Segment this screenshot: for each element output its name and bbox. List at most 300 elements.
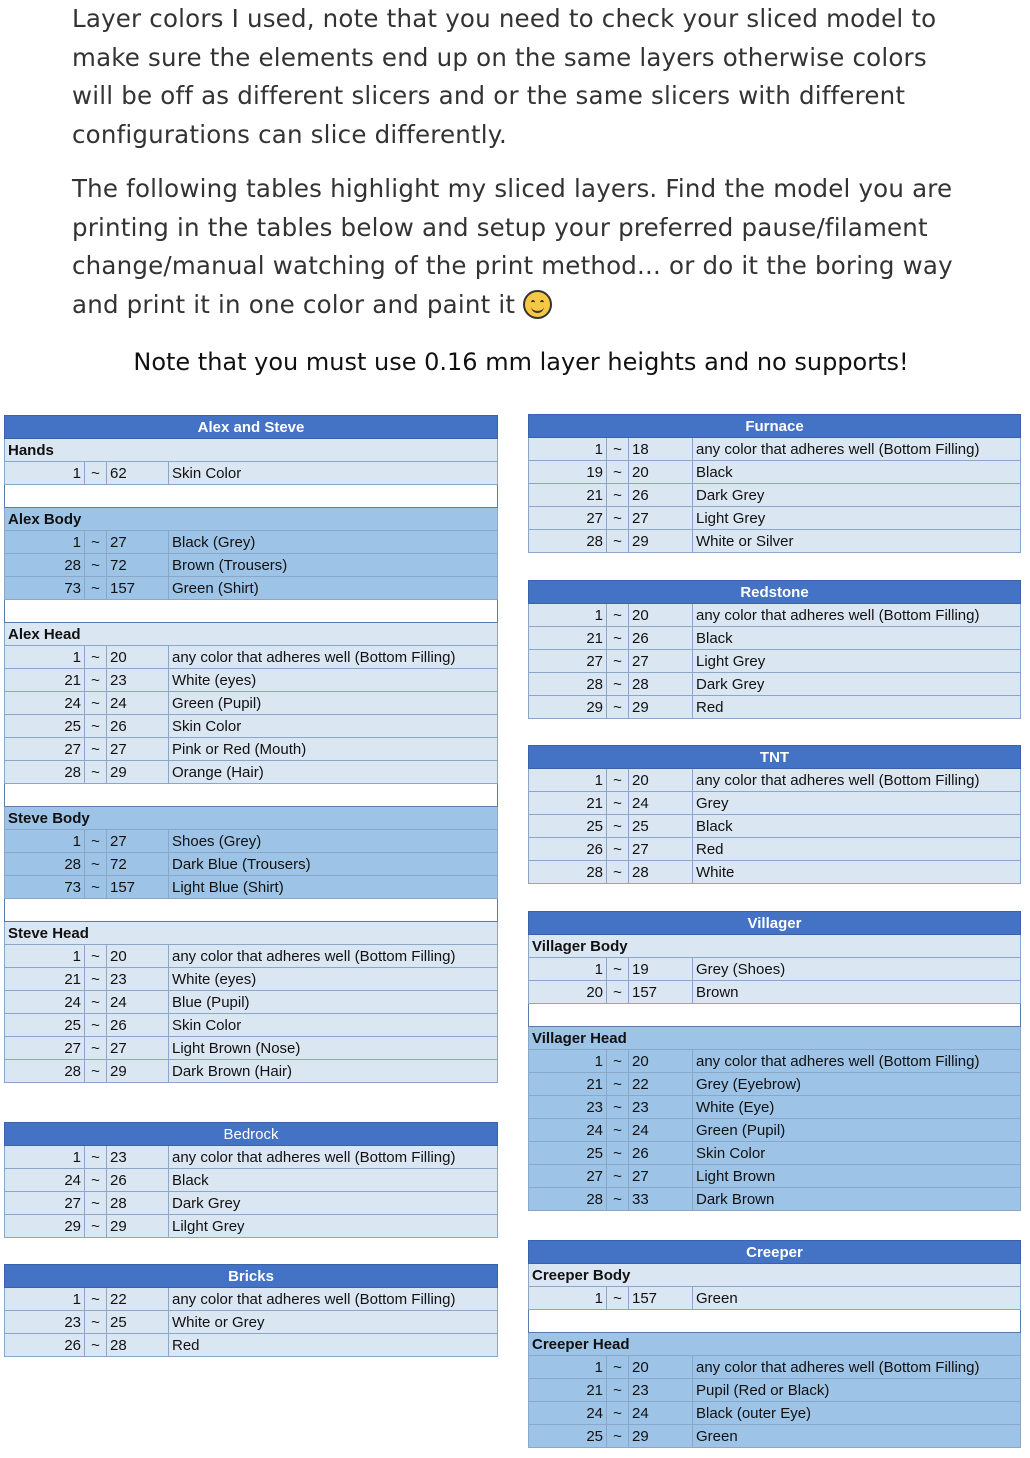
bedrock-table [4,1122,498,1238]
range-tilde: ~ [607,507,629,530]
layer-end: 25 [107,1311,169,1334]
layer-start: 1 [5,531,85,554]
layer-start: 1 [529,958,607,981]
spacer-row [529,1004,1021,1027]
smiling-face-icon [523,290,552,319]
range-tilde: ~ [85,577,107,600]
table-row [529,673,1021,696]
table-title [529,912,1021,935]
layer-start: 24 [5,692,85,715]
spacer-row [5,899,498,922]
range-tilde: ~ [607,1096,629,1119]
layer-start: 29 [5,1215,85,1238]
layer-end: 24 [107,991,169,1014]
table-row [5,991,498,1014]
layer-start: 1 [529,1356,607,1379]
layer-color: White (Eye) [693,1096,1021,1119]
range-tilde: ~ [607,1050,629,1073]
layer-color: any color that adheres well (Bottom Filling) [169,1146,498,1169]
layer-color: any color that adheres well (Bottom Filling) [693,769,1021,792]
section-label: Alex Body [5,508,498,531]
layer-end: 20 [629,769,693,792]
layer-color: Green [693,1425,1021,1448]
layer-color: Light Blue (Shirt) [169,876,498,899]
section-label: Villager Head [529,1027,1021,1050]
layer-start: 28 [529,1188,607,1211]
layer-start: 25 [529,1425,607,1448]
table-row [529,438,1021,461]
range-tilde: ~ [607,861,629,884]
range-tilde: ~ [85,646,107,669]
layer-end: 23 [107,968,169,991]
layer-end: 27 [107,738,169,761]
layer-end: 23 [107,1146,169,1169]
range-tilde: ~ [85,830,107,853]
table-title-cell: Bricks [5,1265,498,1288]
table-row [529,604,1021,627]
section-heading [5,623,498,646]
range-tilde: ~ [85,669,107,692]
layer-end: 27 [107,830,169,853]
layer-end: 24 [629,1119,693,1142]
layer-end: 26 [107,1014,169,1037]
layer-end: 28 [629,861,693,884]
section-heading [5,807,498,830]
table-title-cell: Creeper [529,1241,1021,1264]
range-tilde: ~ [85,991,107,1014]
layer-start: 21 [529,1379,607,1402]
layer-end: 29 [107,1215,169,1238]
layer-end: 28 [107,1192,169,1215]
layer-color: Lilght Grey [169,1215,498,1238]
layer-color: White [693,861,1021,884]
layer-start: 28 [5,554,85,577]
table-row [529,627,1021,650]
layer-start: 23 [529,1096,607,1119]
layer-color: Green (Pupil) [693,1119,1021,1142]
section-label: Creeper Body [529,1264,1021,1287]
layer-end: 29 [107,1060,169,1083]
layer-end: 26 [629,627,693,650]
table-row [5,646,498,669]
layer-end: 157 [629,1287,693,1310]
layer-color: Black [169,1169,498,1192]
layer-start: 21 [529,627,607,650]
table-row [529,1425,1021,1448]
layer-color: Dark Brown (Hair) [169,1060,498,1083]
range-tilde: ~ [607,769,629,792]
range-tilde: ~ [85,1311,107,1334]
table-row [529,815,1021,838]
layer-color: Dark Grey [169,1192,498,1215]
table-title-cell: Furnace [529,415,1021,438]
range-tilde: ~ [607,1142,629,1165]
layer-start: 28 [5,1060,85,1083]
range-tilde: ~ [607,1379,629,1402]
range-tilde: ~ [607,1402,629,1425]
spacer-cell [5,899,498,922]
range-tilde: ~ [607,981,629,1004]
layer-color: any color that adheres well (Bottom Filling) [169,1288,498,1311]
intro-paragraph-2 [72,170,972,324]
table-title-cell: Bedrock [5,1123,498,1146]
table-row [5,1311,498,1334]
layer-color: Green (Pupil) [169,692,498,715]
layer-end: 157 [107,577,169,600]
layer-start: 28 [5,761,85,784]
table-row [5,1334,498,1357]
section-label: Hands [5,439,498,462]
layer-end: 27 [107,531,169,554]
layer-start: 1 [5,462,85,485]
creeper-table [528,1240,1021,1448]
section-heading [529,935,1021,958]
section-heading [5,508,498,531]
layer-color: Light Brown (Nose) [169,1037,498,1060]
table-row [5,830,498,853]
layer-color: White (eyes) [169,968,498,991]
layer-color: Dark Grey [693,484,1021,507]
layer-end: 62 [107,462,169,485]
layer-color: Black [693,461,1021,484]
section-label: Steve Body [5,807,498,830]
section-label: Creeper Head [529,1333,1021,1356]
range-tilde: ~ [85,715,107,738]
section-heading [529,1264,1021,1287]
table-row [529,861,1021,884]
range-tilde: ~ [607,461,629,484]
table-row [529,1073,1021,1096]
layer-color: Brown [693,981,1021,1004]
layer-end: 27 [629,1165,693,1188]
section-heading [529,1333,1021,1356]
range-tilde: ~ [607,484,629,507]
table-title [529,1241,1021,1264]
layer-start: 19 [529,461,607,484]
table-row [5,945,498,968]
layer-end: 29 [629,1425,693,1448]
section-heading [5,922,498,945]
layer-color: any color that adheres well (Bottom Filling) [693,604,1021,627]
spacer-row [5,600,498,623]
intro-paragraph-1: Layer colors I used, note that you need to check your sliced model to make sure the elements end up on the same layers otherwise colors will be off as different slicers and or the same slicers with different configurations can slice differently. [72,4,937,149]
layer-end: 27 [629,650,693,673]
table-title-cell: TNT [529,746,1021,769]
layer-color: Red [693,838,1021,861]
range-tilde: ~ [607,815,629,838]
table-row [5,577,498,600]
range-tilde: ~ [607,1356,629,1379]
layer-end: 29 [629,696,693,719]
spacer-cell [529,1004,1021,1027]
range-tilde: ~ [607,1188,629,1211]
table-row [5,1060,498,1083]
spacer-row [5,485,498,508]
layer-color: Light Grey [693,507,1021,530]
layer-color: Shoes (Grey) [169,830,498,853]
range-tilde: ~ [85,1060,107,1083]
layer-end: 29 [107,761,169,784]
table-title [529,415,1021,438]
table-row [529,1119,1021,1142]
layer-start: 24 [529,1402,607,1425]
layer-color: Black (outer Eye) [693,1402,1021,1425]
range-tilde: ~ [85,1215,107,1238]
layer-start: 23 [5,1311,85,1334]
range-tilde: ~ [85,1192,107,1215]
layer-start: 28 [5,853,85,876]
layer-end: 20 [629,461,693,484]
layer-end: 72 [107,554,169,577]
table-row [529,1165,1021,1188]
furnace-table [528,414,1021,553]
intro-text [72,0,972,324]
layer-end: 28 [629,673,693,696]
layer-color: Black [693,627,1021,650]
layer-end: 23 [107,669,169,692]
table-row [529,507,1021,530]
layer-color: Red [693,696,1021,719]
range-tilde: ~ [607,1165,629,1188]
table-row [5,761,498,784]
layer-color: Blue (Pupil) [169,991,498,1014]
table-row [5,715,498,738]
layer-start: 1 [5,1288,85,1311]
table-title [529,746,1021,769]
range-tilde: ~ [85,945,107,968]
table-row [529,696,1021,719]
redstone-table [528,580,1021,719]
layer-end: 20 [107,945,169,968]
range-tilde: ~ [85,531,107,554]
layer-end: 24 [629,1402,693,1425]
layer-start: 25 [529,815,607,838]
layer-start: 27 [529,1165,607,1188]
table-row [529,838,1021,861]
table-row [529,1050,1021,1073]
layer-color: Skin Color [169,715,498,738]
layer-end: 23 [629,1379,693,1402]
section-heading [5,439,498,462]
table-row [5,853,498,876]
table-row [529,1356,1021,1379]
layer-end: 29 [629,530,693,553]
layer-start: 73 [5,577,85,600]
layer-start: 20 [529,981,607,1004]
range-tilde: ~ [607,1073,629,1096]
layer-start: 26 [5,1334,85,1357]
layer-start: 24 [529,1119,607,1142]
intro-paragraph-2-text: The following tables highlight my sliced layers. Find the model you are printing in the tables below and setup your preferred pause/filament change/manual watching of the print method... or do it the boring way and print it in one color and paint it [72,174,953,319]
layer-end: 27 [629,838,693,861]
table-row [529,1287,1021,1310]
layer-end: 26 [107,1169,169,1192]
layer-color: Brown (Trousers) [169,554,498,577]
layer-start: 21 [5,968,85,991]
range-tilde: ~ [607,530,629,553]
layer-start: 25 [5,1014,85,1037]
layer-color: Green (Shirt) [169,577,498,600]
table-row [529,958,1021,981]
table-row [529,1096,1021,1119]
range-tilde: ~ [85,761,107,784]
layer-height-note: Note that you must use 0.16 mm layer heights and no supports! [133,348,909,376]
layer-color: Skin Color [169,1014,498,1037]
section-label: Villager Body [529,935,1021,958]
section-label: Steve Head [5,922,498,945]
layer-color: any color that adheres well (Bottom Filling) [693,1050,1021,1073]
range-tilde: ~ [607,958,629,981]
table-row [529,484,1021,507]
layer-color: Black (Grey) [169,531,498,554]
layer-start: 1 [529,438,607,461]
range-tilde: ~ [607,696,629,719]
layer-end: 22 [107,1288,169,1311]
range-tilde: ~ [85,968,107,991]
layer-color: Grey [693,792,1021,815]
range-tilde: ~ [85,692,107,715]
table-row [529,792,1021,815]
table-row [5,968,498,991]
spacer-row [529,1310,1021,1333]
layer-start: 28 [529,673,607,696]
table-row [529,981,1021,1004]
layer-start: 26 [529,838,607,861]
spacer-cell [5,600,498,623]
layer-color: Green [693,1287,1021,1310]
range-tilde: ~ [85,1014,107,1037]
range-tilde: ~ [607,673,629,696]
layer-end: 33 [629,1188,693,1211]
table-row [5,554,498,577]
table-row [5,462,498,485]
villager-table [528,911,1021,1211]
range-tilde: ~ [607,838,629,861]
layer-start: 24 [5,991,85,1014]
layer-end: 26 [629,1142,693,1165]
table-row [529,769,1021,792]
range-tilde: ~ [85,1288,107,1311]
table-row [5,1215,498,1238]
layer-start: 29 [529,696,607,719]
layer-end: 25 [629,815,693,838]
layer-color: any color that adheres well (Bottom Filling) [169,646,498,669]
table-row [5,1014,498,1037]
layer-color: Dark Blue (Trousers) [169,853,498,876]
layer-end: 27 [629,507,693,530]
range-tilde: ~ [85,876,107,899]
range-tilde: ~ [607,438,629,461]
table-title: Alex and Steve [5,416,498,439]
table-row [5,531,498,554]
layer-start: 21 [529,484,607,507]
table-row [5,1037,498,1060]
layer-color: Pink or Red (Mouth) [169,738,498,761]
layer-start: 21 [5,669,85,692]
table-row [5,738,498,761]
table-title-cell: Redstone [529,581,1021,604]
table-row [529,461,1021,484]
layer-start: 1 [5,1146,85,1169]
range-tilde: ~ [85,554,107,577]
layer-color: White or Silver [693,530,1021,553]
spacer-cell [5,485,498,508]
range-tilde: ~ [85,853,107,876]
layer-color: Skin Color [693,1142,1021,1165]
layer-start: 1 [5,830,85,853]
table-row [529,530,1021,553]
table-row [529,1142,1021,1165]
range-tilde: ~ [85,1334,107,1357]
layer-start: 27 [529,507,607,530]
layer-color: any color that adheres well (Bottom Filling) [169,945,498,968]
layer-end: 27 [107,1037,169,1060]
layer-color: Grey (Shoes) [693,958,1021,981]
layer-color: Black [693,815,1021,838]
layer-color: any color that adheres well (Bottom Filling) [693,1356,1021,1379]
layer-start: 27 [5,738,85,761]
layer-color: Pupil (Red or Black) [693,1379,1021,1402]
alex-steve-table [4,415,498,1083]
layer-end: 20 [629,1356,693,1379]
range-tilde: ~ [607,627,629,650]
layer-end: 24 [107,692,169,715]
layer-color: Dark Grey [693,673,1021,696]
range-tilde: ~ [607,1287,629,1310]
range-tilde: ~ [85,738,107,761]
layer-end: 18 [629,438,693,461]
layer-end: 23 [629,1096,693,1119]
layer-end: 24 [629,792,693,815]
range-tilde: ~ [607,650,629,673]
layer-start: 1 [529,1050,607,1073]
layer-end: 157 [107,876,169,899]
layer-start: 21 [529,1073,607,1096]
section-label: Alex Head [5,623,498,646]
layer-end: 22 [629,1073,693,1096]
layer-color: Grey (Eyebrow) [693,1073,1021,1096]
range-tilde: ~ [85,462,107,485]
layer-color: Dark Brown [693,1188,1021,1211]
table-title [5,1265,498,1288]
layer-end: 26 [107,715,169,738]
tnt-table [528,745,1021,884]
table-row [5,1192,498,1215]
table-title [529,581,1021,604]
layer-start: 28 [529,861,607,884]
table-row [529,1402,1021,1425]
spacer-row [5,784,498,807]
layer-start: 1 [5,945,85,968]
layer-end: 72 [107,853,169,876]
layer-end: 20 [107,646,169,669]
layer-start: 21 [529,792,607,815]
range-tilde: ~ [85,1169,107,1192]
table-row [529,650,1021,673]
layer-color: White (eyes) [169,669,498,692]
table-row [5,669,498,692]
layer-color: Skin Color [169,462,498,485]
layer-color: any color that adheres well (Bottom Filling) [693,438,1021,461]
layer-start: 24 [5,1169,85,1192]
layer-start: 1 [5,646,85,669]
layer-start: 25 [5,715,85,738]
range-tilde: ~ [607,604,629,627]
layer-color: White or Grey [169,1311,498,1334]
layer-start: 1 [529,604,607,627]
layer-start: 27 [529,650,607,673]
range-tilde: ~ [607,1119,629,1142]
